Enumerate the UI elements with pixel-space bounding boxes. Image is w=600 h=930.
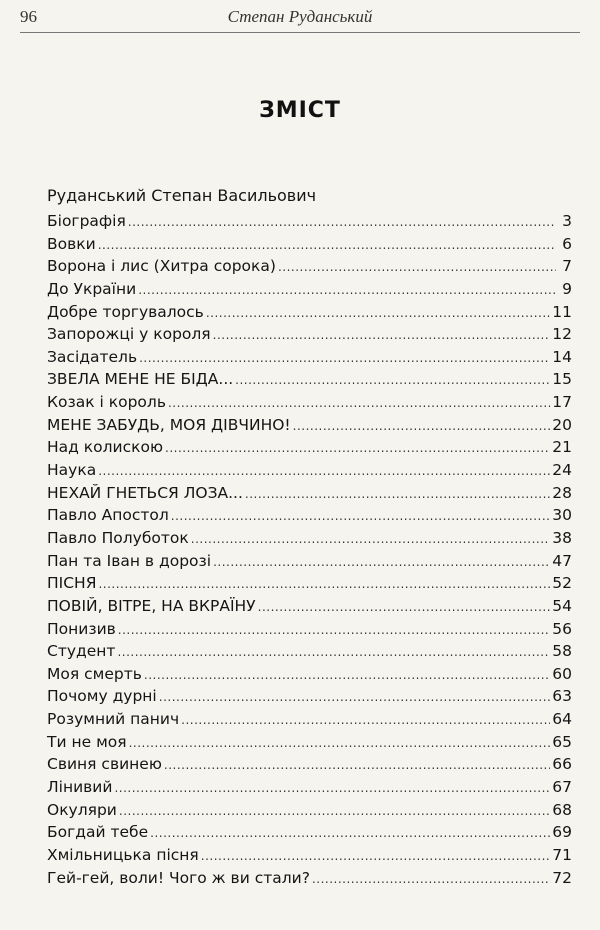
toc-dot-leader [98, 460, 550, 483]
toc-entry [47, 550, 572, 573]
toc-entry-title: МЕНЕ ЗАБУДЬ, МОЯ ДІВЧИНО! [47, 415, 291, 434]
toc-entry [47, 436, 572, 459]
toc-entry-title: Окуляри [47, 800, 117, 819]
toc-entry [47, 323, 572, 346]
toc-dot-leader [114, 777, 550, 800]
toc-entry-page: 17 [552, 393, 572, 412]
toc-entry [47, 278, 572, 301]
toc-entry-page: 47 [552, 551, 572, 570]
toc-entry [47, 414, 572, 437]
toc-dot-leader [312, 868, 550, 891]
toc-dot-leader [118, 619, 550, 642]
toc-dot-leader [98, 573, 550, 596]
toc-dot-leader [129, 732, 551, 755]
toc-entry-title: ЗВЕЛА МЕНЕ НЕ БІДА... [47, 370, 234, 389]
toc-entry-page: 72 [552, 868, 572, 887]
toc-entry-title: Добре торгувалось [47, 302, 204, 321]
toc-dot-leader [206, 302, 550, 325]
toc-entry-page: 14 [552, 347, 572, 366]
toc-entry [47, 821, 572, 844]
toc-dot-leader [201, 845, 551, 868]
toc-entry-title: Павло Апостол [47, 506, 169, 525]
toc-entry-page: 11 [552, 302, 572, 321]
toc-entry-page: 63 [552, 687, 572, 706]
toc-entry [47, 867, 572, 890]
toc-entry-title: Хмільницька пісня [47, 845, 199, 864]
toc-entry-page: 3 [562, 212, 572, 230]
toc-entry-title: Гей-гей, воли! Чого ж ви стали? [47, 868, 310, 887]
toc-entry-page: 6 [562, 234, 572, 253]
toc-entry-page: 21 [552, 438, 572, 457]
running-head: Степан Руданський [227, 7, 373, 26]
toc-entry-title: До України [47, 279, 137, 298]
toc-entry-title: Лінивий [47, 778, 113, 797]
toc-entry-page: 56 [552, 619, 572, 638]
toc-dot-leader [258, 596, 551, 619]
toc-entry-page: 64 [552, 710, 572, 729]
toc-dot-leader [139, 347, 550, 370]
toc-entry-title: Розумний панич [47, 710, 180, 729]
toc-entry-page: 24 [552, 461, 572, 480]
header-rule [20, 32, 580, 33]
toc-entry [47, 731, 572, 754]
toc-entry-title: Запорожці у короля [47, 325, 211, 344]
toc-entry-page: 52 [552, 574, 572, 593]
toc-dot-leader [191, 528, 551, 551]
toc-dot-leader [168, 392, 550, 415]
toc-dot-leader [293, 415, 551, 438]
toc-entry [47, 844, 572, 867]
toc-list [47, 210, 572, 889]
toc-entry-page: 60 [552, 664, 572, 683]
toc-dot-leader [159, 686, 551, 709]
toc-entry [47, 708, 572, 731]
toc-entry-page: 12 [552, 325, 572, 344]
toc-entry-title: Пан та Іван в дорозі [47, 551, 212, 570]
toc-dot-leader [213, 551, 550, 574]
toc-entry-title: Козак і король [47, 393, 166, 412]
toc-entry-page: 58 [552, 642, 572, 661]
toc-entry-title: Вовки [47, 234, 96, 253]
toc-entry-page: 28 [552, 483, 572, 502]
toc-entry-title: Наука [47, 461, 97, 480]
toc-title: ЗМІСТ [259, 98, 341, 123]
toc-dot-leader [119, 800, 550, 823]
toc-dot-leader [165, 437, 550, 460]
toc-dot-leader [128, 211, 556, 234]
toc-entry [47, 459, 572, 482]
toc-entry-title: Почому дурні [47, 687, 157, 706]
toc-entry [47, 663, 572, 686]
toc-entry [47, 618, 572, 641]
toc-entry [47, 368, 572, 391]
toc-entry-page: 38 [552, 528, 572, 547]
toc-entry-page: 30 [552, 506, 572, 525]
toc-entry [47, 255, 572, 278]
toc-entry-page: 9 [562, 279, 572, 298]
toc-entry-title: Ворона і лис (Хитра сорока) [47, 257, 276, 276]
toc-entry [47, 753, 572, 776]
toc-entry [47, 776, 572, 799]
toc-dot-leader [144, 664, 550, 687]
toc-entry-title: Над колискою [47, 438, 164, 457]
toc-entry [47, 572, 572, 595]
page-number: 96 [20, 7, 37, 26]
toc-dot-leader [164, 754, 550, 777]
toc-entry-page: 54 [552, 596, 572, 615]
toc-dot-leader [245, 483, 550, 506]
toc-entry-title: Ти не моя [47, 732, 127, 751]
toc-entry-page: 20 [552, 415, 572, 434]
toc-entry [47, 527, 572, 550]
toc-entry-title: Понизив [47, 619, 116, 638]
toc-entry-title: Свиня свинею [47, 755, 162, 774]
toc-dot-leader [181, 709, 550, 732]
toc-entry-title: Павло Полуботок [47, 528, 189, 547]
toc-dot-leader [278, 256, 556, 279]
toc-entry-page: 68 [552, 800, 572, 819]
toc-entry-title: ПІСНЯ [47, 574, 97, 593]
toc-entry [47, 799, 572, 822]
toc-entry-page: 7 [562, 257, 572, 276]
toc-dot-leader [213, 324, 551, 347]
toc-entry-page: 67 [552, 778, 572, 797]
toc-entry-title: НЕХАЙ ГНЕТЬСЯ ЛОЗА... [47, 483, 243, 502]
toc-dot-leader [98, 234, 556, 257]
toc-entry-title: Моя смерть [47, 664, 142, 683]
toc-entry [47, 482, 572, 505]
toc-dot-leader [117, 641, 550, 664]
toc-entry-title: Богдай тебе [47, 823, 149, 842]
toc-entry [47, 210, 572, 233]
toc-dot-leader [138, 279, 556, 302]
toc-entry-page: 69 [552, 823, 572, 842]
toc-entry [47, 595, 572, 618]
toc-entry [47, 233, 572, 256]
toc-entry-page: 65 [552, 732, 572, 751]
toc-entry-page: 66 [552, 755, 572, 774]
toc-author: Руданський Степан Васильович [47, 186, 317, 205]
toc-entry-title: Засідатель [47, 347, 138, 366]
toc-entry-page: 15 [552, 370, 572, 389]
toc-entry-title: Біографія [47, 212, 126, 230]
toc-dot-leader [235, 369, 550, 392]
toc-entry [47, 685, 572, 708]
toc-entry [47, 346, 572, 369]
toc-entry [47, 640, 572, 663]
toc-entry [47, 391, 572, 414]
toc-entry [47, 301, 572, 324]
toc-dot-leader [150, 822, 550, 845]
toc-dot-leader [171, 505, 550, 528]
toc-entry-title: ПОВІЙ, ВІТРЕ, НА ВКРАЇНУ [47, 596, 256, 615]
toc-entry [47, 504, 572, 527]
toc-entry-page: 71 [552, 845, 572, 864]
toc-entry-title: Студент [47, 642, 116, 661]
